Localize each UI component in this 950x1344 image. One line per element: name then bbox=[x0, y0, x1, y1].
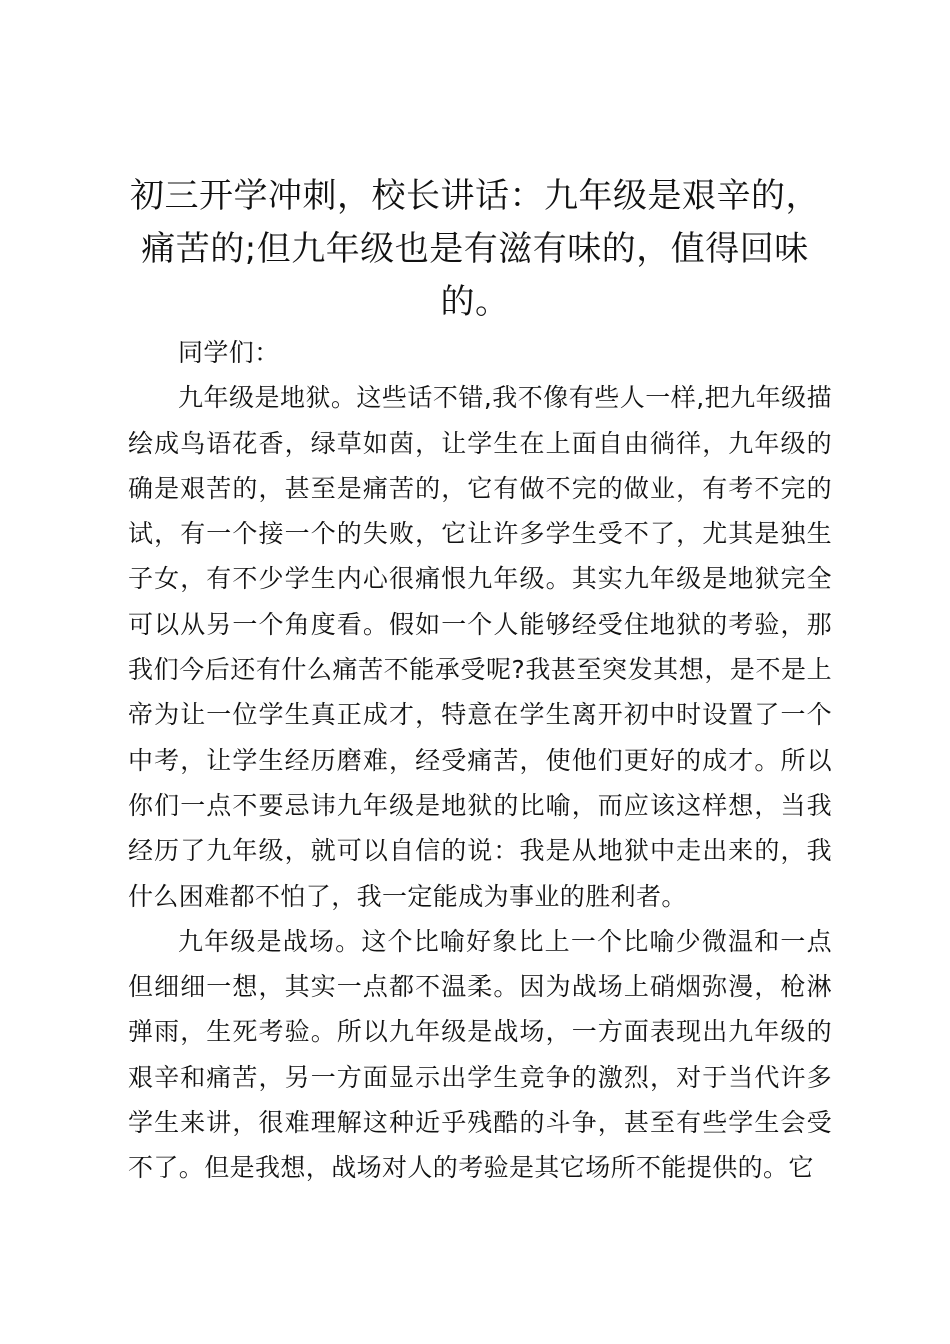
document-body bbox=[128, 330, 832, 1191]
salutation: 同学们： bbox=[178, 338, 280, 367]
paragraph-1: 九年级是地狱。这些话不错,我不像有些人一样,把九年级描绘成鸟语花香，绿草如茵，让学生在上面自由徜徉，九年级的确是艰苦的，甚至是痛苦的，它有做不完的做业，有考不完的试，有一个接一个的失败，它让许多学生受不了，尤其是独生子女，有不少学生内心很痛恨九年级。其实九年级是地狱完全可以从另一个角度看。假如一个人能够经受住地狱的考验，那我们今后还有什么痛苦不能承受呢?我甚至突发其想，是不是上帝为让一位学生真正成才，特意在学生离开初中时设置了一个中考，让学生经历磨难，经受痛苦，使他们更好的成才。所以你们一点不要忌讳九年级是地狱的比喻，而应该这样想，当我经历了九年级，就可以自信的说：我是从地狱中走出来的，我什么困难都不怕了，我一定能成为事业的胜利者。 bbox=[128, 383, 832, 911]
paragraph-2: 九年级是战场。这个比喻好象比上一个比喻少微温和一点但细细一想，其实一点都不温柔。因为战场上硝烟弥漫，枪淋弹雨，生死考验。所以九年级是战场，一方面表现出九年级的艰辛和痛苦，另一方面显示出学生竞争的激烈，对于当代许多学生来讲，很难理解这种近乎残酷的斗争，甚至有些学生会受不了。但是我想，战场对人的考验是其它场所不能提供的。它 bbox=[128, 926, 832, 1183]
document-title: 初三开学冲刺，校长讲话：九年级是艰辛的，痛苦的;但九年级也是有滋有味的，值得回味的。 bbox=[130, 176, 820, 322]
